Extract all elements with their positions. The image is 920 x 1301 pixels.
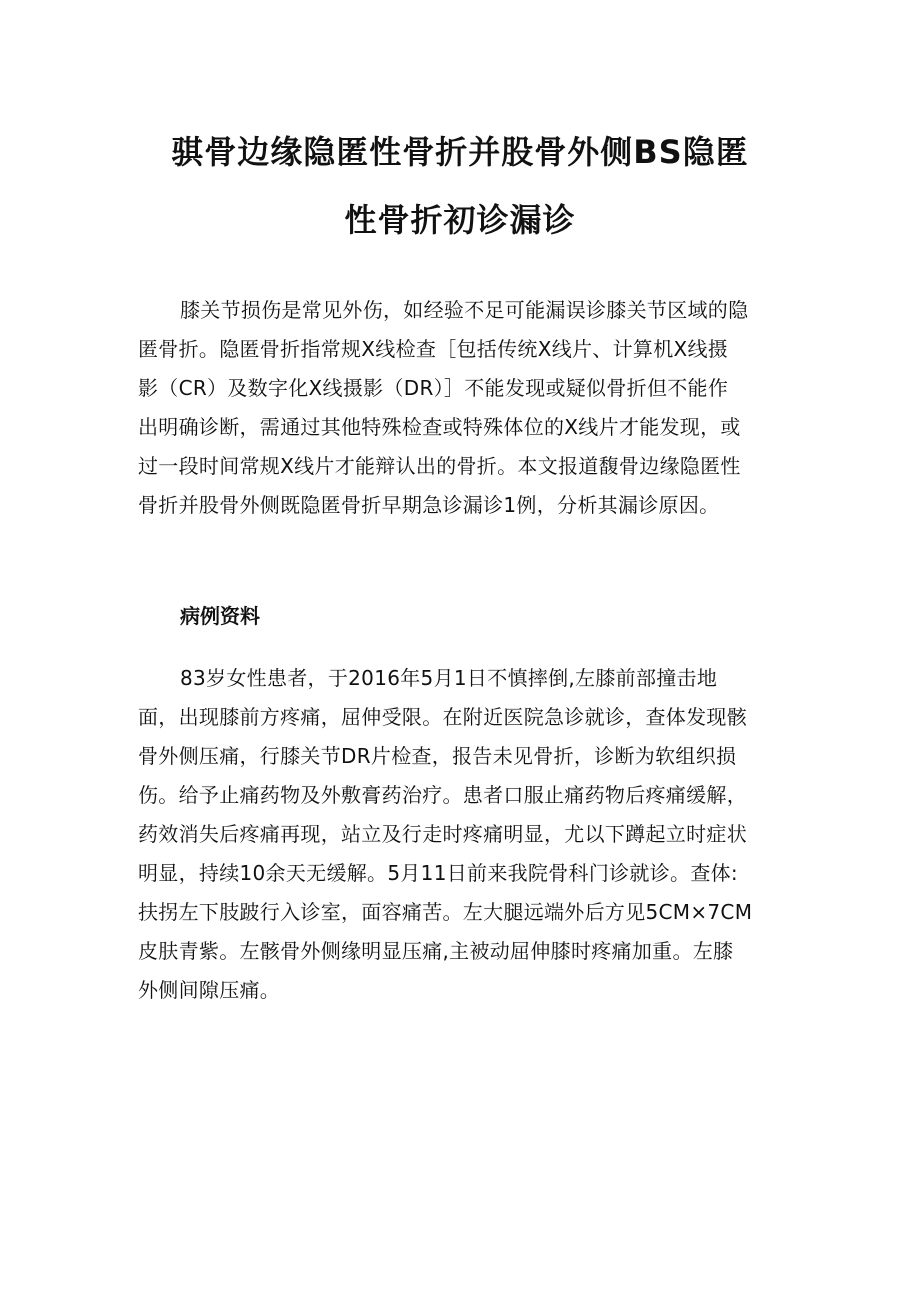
case-paragraph bbox=[138, 659, 786, 1010]
case-line: 药效消失后疼痛再现，站立及行走时疼痛明显，尤以下蹲起立时症状 bbox=[138, 822, 747, 846]
case-line: 面，出现膝前方疼痛，屈伸受限。在附近医院急诊就诊，查体发现骸 bbox=[138, 705, 747, 729]
document-title-line-1: 骐骨边缘隐匿性骨折并股骨外侧BS隐匿 bbox=[171, 133, 749, 171]
case-line: 扶拐左下肢跛行入诊室，面容痛苦。左大腿远端外后方见5CM×7CM bbox=[138, 900, 753, 924]
case-line: 明显，持续10余天无缓解。5月11日前来我院骨科门诊就诊。查体: bbox=[138, 861, 738, 885]
case-line: 皮肤青紫。左骸骨外侧缘明显压痛,主被动屈伸膝时疼痛加重。左膝 bbox=[138, 939, 734, 963]
case-line: 83岁女性患者，于2016年5月1日不慎摔倒,左膝前部撞击地 bbox=[180, 666, 718, 690]
case-line: 骨外侧压痛，行膝关节DR片检查，报告未见骨折，诊断为软组织损 bbox=[138, 744, 737, 768]
intro-line: 膝关节损伤是常见外伤，如经验不足可能漏误诊膝关节区域的隐 bbox=[180, 298, 749, 322]
intro-line: 过一段时间常规X线片才能辩认出的骨折。本文报道馥骨边缘隐匿性 bbox=[138, 454, 741, 478]
intro-line: 骨折并股骨外侧既隐匿骨折早期急诊漏诊1例，分析其漏诊原因。 bbox=[138, 493, 720, 517]
intro-line: 影（CR）及数字化X线摄影（DR）］不能发现或疑似骨折但不能作 bbox=[138, 376, 729, 400]
case-line: 伤。给予止痛药物及外敷膏药治疗。患者口服止痛药物后疼痛缓解， bbox=[138, 783, 747, 807]
section-heading: 病例资料 bbox=[180, 604, 260, 628]
intro-line: 匿骨折。隐匿骨折指常规X线检查［包括传统X线片、计算机X线摄 bbox=[138, 337, 729, 361]
case-line: 外侧间隙压痛。 bbox=[138, 978, 281, 1002]
intro-line: 出明确诊断，需通过其他特殊检查或特殊体位的X线片才能发现，或 bbox=[138, 415, 741, 439]
intro-paragraph bbox=[138, 291, 786, 525]
document-title-line-2: 性骨折初诊漏诊 bbox=[344, 201, 576, 239]
